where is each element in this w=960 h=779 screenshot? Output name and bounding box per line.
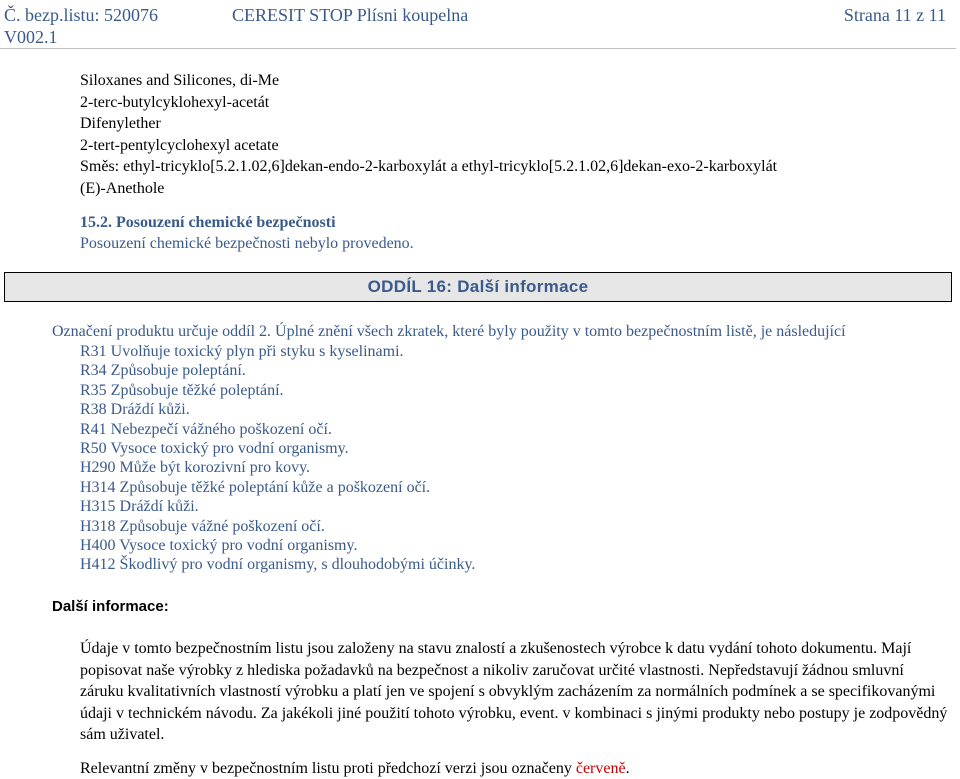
hazard-phrase: H318 Způsobuje vážné poškození očí. <box>80 517 325 535</box>
hazard-phrase: R34 Způsobuje poleptání. <box>80 362 246 380</box>
hazard-phrase: R41 Nebezpečí vážného poškození očí. <box>80 420 332 438</box>
section-15-2-title: 15.2. Posouzení chemické bezpečnosti <box>80 214 336 231</box>
substance-list <box>80 70 777 199</box>
further-info-paragraph: Údaje v tomto bezpečnostním listu jsou založeny na stavu znalostí a zkušenostech výrobce k datu vydání tohoto dokumentu. Mají popisovat naše výrobky z hlediska požadavků na bezpečnost a nikoliv zaručovat určité vlastnosti. Nepředstavují žádnou smluvní záruku kvalitativních vlastností výrobku a platí jen ve spojení s obvyklým zacházením za normálních podmínek a se specifikovanými údaji v technickém návodu. Za jakékoli jiné použití tohoto výrobku, event. v kombinaci s jinými produkty nebo postupy je zodpovědný sám uživatel. <box>80 640 948 743</box>
hazard-phrase: H315 Dráždí kůži. <box>80 498 199 516</box>
substance-item: 2-tert-pentylcyclohexyl acetate <box>80 136 279 154</box>
hazard-phrase: H314 Způsobuje těžké poleptání kůže a poškození očí. <box>80 478 431 496</box>
substance-item: Siloxanes and Silicones, di-Me <box>80 72 280 89</box>
hazard-phrase: R31 Uvolňuje toxický plyn při styku s kyselinami. <box>80 343 404 360</box>
product-name: CERESIT STOP Plísni koupelna <box>232 5 469 25</box>
hazard-phrase: R38 Dráždí kůži. <box>80 401 190 419</box>
hazard-phrase: R35 Způsobuje těžké poleptání. <box>80 381 284 399</box>
changes-end: . <box>625 760 630 777</box>
section-16-title: ODDÍL 16: Další informace <box>367 277 589 296</box>
substance-item: 2-terc-butylcyklohexyl-acetát <box>80 93 270 111</box>
abbreviation-intro: Označení produktu určuje oddíl 2. Úplné znění všech zkratek, které byly použity v tomto bezpečnostním listě, je následující <box>52 323 846 340</box>
changes-note <box>80 758 630 779</box>
substance-item: (E)-Anethole <box>80 179 165 197</box>
page-number: Strana 11 z 11 <box>843 5 946 25</box>
section-15-2 <box>80 212 414 254</box>
hazard-phrase: H412 Škodlivý pro vodní organismy, s dlouhodobými účinky. <box>80 556 476 574</box>
hazard-phrase-list <box>80 342 475 575</box>
section-16-banner <box>4 272 952 302</box>
page-header <box>0 4 960 48</box>
substance-item: Směs: ethyl-tricyklo[5.2.1.02,6]dekan-endo-2-karboxylát a ethyl-tricyklo[5.2.1.02,6]dekan-exo-2-karboxylát <box>80 158 778 175</box>
further-info-label: Další informace: <box>52 598 169 615</box>
hazard-phrase: H400 Vysoce toxický pro vodní organismy. <box>80 537 358 555</box>
section-15-2-body: Posouzení chemické bezpečnosti nebylo provedeno. <box>80 235 414 252</box>
doc-number: Č. bezp.listu: 520076 <box>4 5 158 25</box>
changes-highlight: červeně <box>575 760 626 777</box>
header-divider <box>0 48 956 49</box>
hazard-phrase: H290 Může být korozivní pro kovy. <box>80 459 311 477</box>
hazard-phrase: R50 Vysoce toxický pro vodní organismy. <box>80 440 349 458</box>
substance-item: Difenylether <box>80 115 161 132</box>
doc-version: V002.1 <box>4 27 58 47</box>
header-left <box>4 4 158 48</box>
changes-text: Relevantní změny v bezpečnostním listu proti předchozí verzi jsou označeny <box>80 760 576 777</box>
